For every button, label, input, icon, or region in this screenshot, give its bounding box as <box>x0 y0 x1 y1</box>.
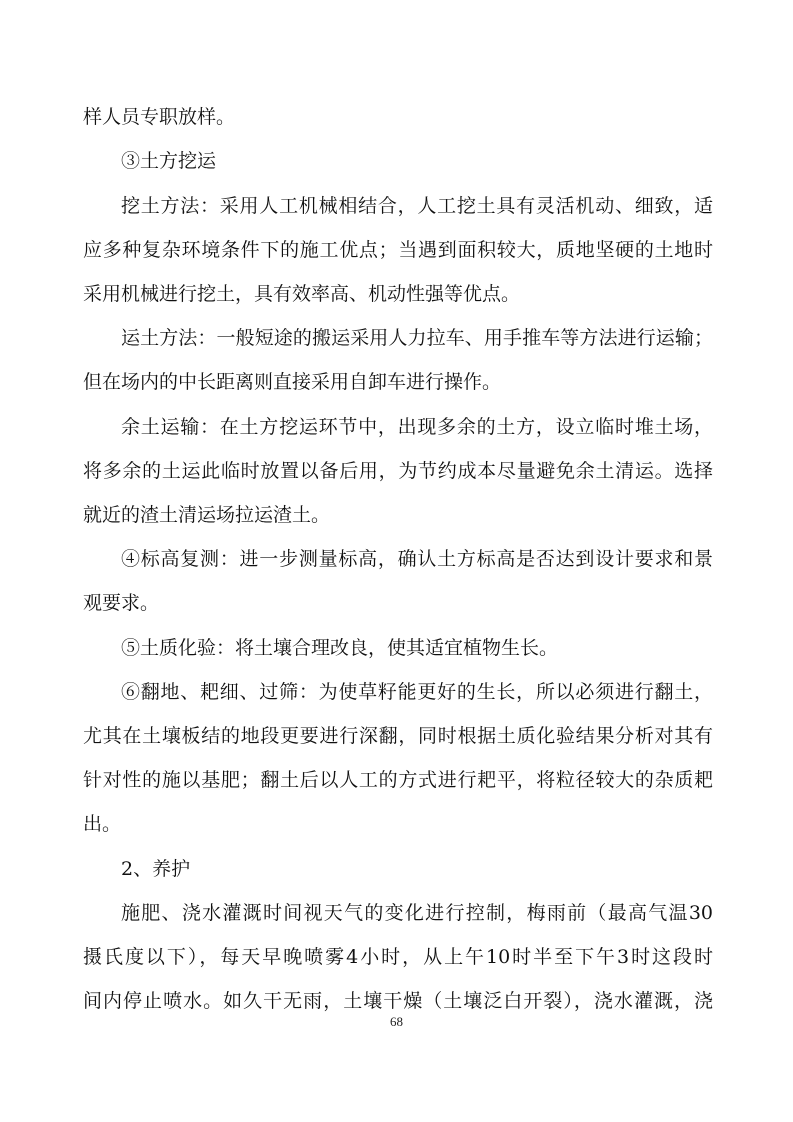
text-line: ⑤土质化验：将土壤合理改良，使其适宜植物生长。 <box>121 637 559 659</box>
text-line: 施肥、浇水灌溉时间视天气的变化进行控制，梅雨前（最高气温30 <box>121 902 713 924</box>
text-line: 观要求。 <box>83 592 160 614</box>
text-line: 将多余的土运此临时放置以备后用，为节约成本尽量避免余土清运。选择 <box>83 460 713 482</box>
text-line: 出。 <box>83 813 122 835</box>
text-line: ④标高复测：进一步测量标高，确认土方标高是否达到设计要求和景 <box>121 548 713 570</box>
text-line: ⑥翻地、耙细、过筛：为使草籽能更好的生长，所以必须进行翻土， <box>121 681 713 703</box>
text-line: 尤其在土壤板结的地段更要进行深翻，同时根据土质化验结果分析对其有 <box>83 725 713 747</box>
text-line: 针对性的施以基肥；翻土后以人工的方式进行耙平，将粒径较大的杂质耙 <box>83 769 713 791</box>
text-line: 挖土方法：采用人工机械相结合，人工挖土具有灵活机动、细致，适 <box>121 195 713 217</box>
text-line: 采用机械进行挖土，具有效率高、机动性强等优点。 <box>83 283 521 305</box>
text-line: 样人员专职放样。 <box>83 106 236 128</box>
section-heading: 2、养护 <box>121 858 191 880</box>
text-line: 但在场内的中长距离则直接采用自卸车进行操作。 <box>83 371 502 393</box>
text-line: 间内停止喷水。如久干无雨，土壤干燥（土壤泛白开裂），浇水灌溉，浇 <box>83 990 713 1012</box>
text-line: 就近的渣土清运场拉运渣土。 <box>83 504 331 526</box>
text-line: 摄氏度以下），每天早晚喷雾4小时，从上午10时半至下午3时这段时 <box>83 946 713 968</box>
text-line: 余土运输：在土方挖运环节中，出现多余的土方，设立临时堆土场， <box>121 416 713 438</box>
section-heading: ③土方挖运 <box>121 150 217 172</box>
page-number: 68 <box>390 1014 403 1029</box>
text-line: 运土方法：一般短途的搬运采用人力拉车、用手推车等方法进行运输； <box>121 327 713 349</box>
text-line: 应多种复杂环境条件下的施工优点；当遇到面积较大，质地坚硬的土地时 <box>83 239 713 261</box>
